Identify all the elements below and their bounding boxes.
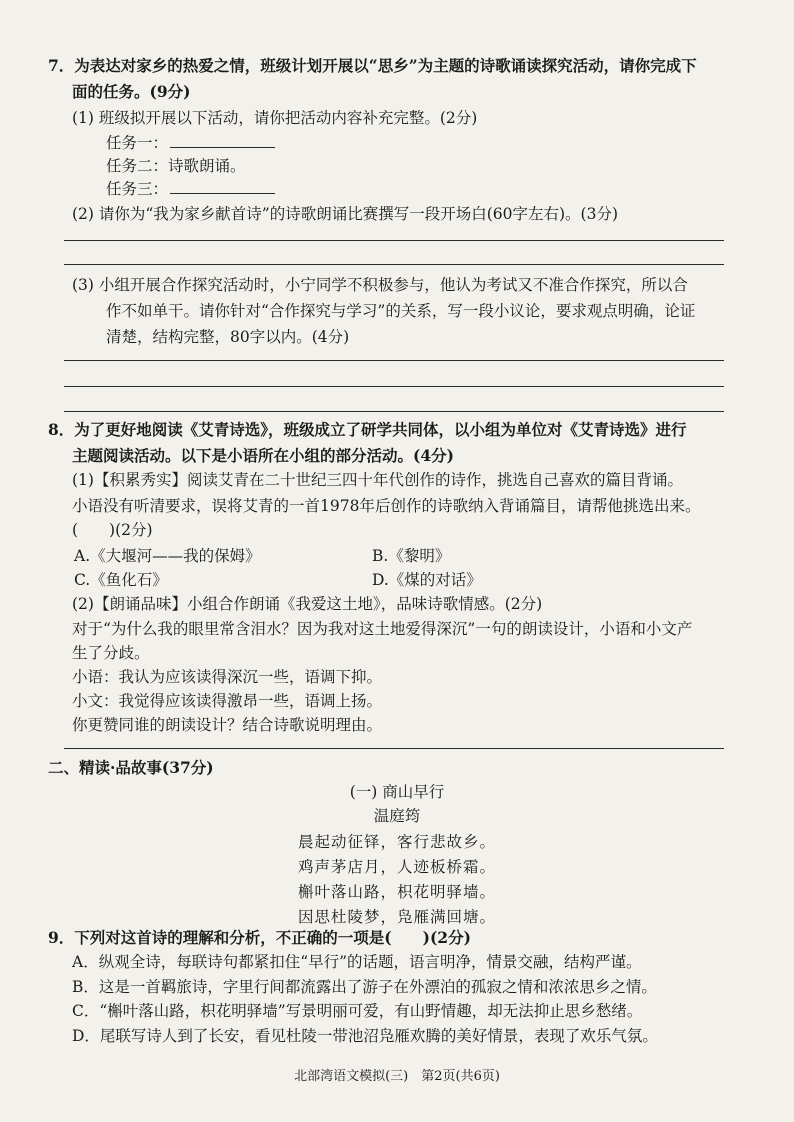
q8-sub1-line2: 小语没有听清要求，误将艾青的一首1978年后创作的诗歌纳入背诵篇目，请帮他挑选出来。	[72, 497, 701, 515]
section2-heading: 二、精读·品故事(37分)	[48, 758, 214, 777]
q8-option-b[interactable]: B.《黎明》	[372, 547, 451, 565]
q7-sub3-line2: 作不如单干。请你针对“合作探究与学习”的关系，写一段小议论，要求观点明确，论证	[106, 302, 696, 320]
q7-task2	[106, 156, 246, 176]
q8-sub2-line5: 小文：我觉得应该读得激昂一些，语调上扬。	[72, 692, 383, 710]
q9-option-a[interactable]: A．纵观全诗，每联诗句都紧扣住“早行”的话题，语言明净，情景交融，结构严谨。	[72, 953, 642, 971]
q7-sub2: (2) 请你为“我为家乡献首诗”的诗歌朗诵比赛撰写一段开场白(60字左右)。(3分)	[72, 205, 619, 223]
page-footer: 北部湾语文模拟(三) 第2页(共6页)	[294, 1069, 500, 1084]
q9-option-d[interactable]: D．尾联写诗人到了长安，看见杜陵一带池沼凫雁欢腾的美好情景，表现了欢乐气氛。	[72, 1027, 658, 1045]
q9-stem: 9．下列对这首诗的理解和分析，不正确的一项是( )(2分)	[48, 928, 471, 947]
poem-author: 温庭筠	[373, 807, 421, 825]
q8-sub2-line3: 生了分歧。	[72, 644, 150, 662]
q7-task1	[106, 133, 275, 153]
q8-option-d[interactable]: D.《煤的对话》	[372, 571, 482, 589]
poem-line: 因思杜陵梦，凫雁满回塘。	[297, 908, 496, 926]
task3-answer-blank[interactable]	[170, 179, 275, 194]
q9-option-b[interactable]: B．这是一首羁旅诗，字里行间都流露出了游子在外漂泊的孤寂之情和浓浓思乡之情。	[72, 978, 657, 996]
answer-line[interactable]	[64, 748, 724, 749]
poem-line: 槲叶落山路，枳花明驿墙。	[297, 883, 496, 901]
q8-sub2-line4: 小语：我认为应该读得深沉一些，语调下抑。	[72, 668, 383, 686]
answer-line[interactable]	[64, 264, 724, 265]
poem-heading: (一) 商山早行	[349, 783, 445, 801]
task2-value: 诗歌朗诵。	[168, 157, 246, 175]
q8-sub2-line1: (2)【朗诵品味】小组合作朗诵《我爱这土地》，品味诗歌情感。(2分)	[72, 595, 543, 613]
task1-label: 任务一：	[106, 134, 169, 152]
q8-option-a[interactable]: A.《大堰河——我的保姆》	[74, 547, 261, 565]
q9-option-c[interactable]: C．“槲叶落山路，枳花明驿墙”写景明丽可爱，有山野情趣，却无法抑止思乡愁绪。	[72, 1002, 643, 1020]
q7-stem-line1: 7．为表达对家乡的热爱之情，班级计划开展以“思乡”为主题的诗歌诵读探究活动，请你完成下	[48, 56, 697, 75]
answer-line[interactable]	[64, 411, 724, 412]
q8-option-c[interactable]: C.《鱼化石》	[74, 571, 168, 589]
q8-stem-line1: 8．为了更好地阅读《艾青诗选》，班级成立了研学共同体，以小组为单位对《艾青诗选》进行	[48, 420, 687, 439]
q7-task3	[106, 179, 275, 199]
q7-sub1: (1) 班级拟开展以下活动，请你把活动内容补充完整。(2分)	[72, 109, 478, 127]
q8-sub1-line1: (1)【积累秀实】阅读艾青在二十世纪三四十年代创作的诗作，挑选自己喜欢的篇目背诵。	[72, 471, 683, 489]
answer-line[interactable]	[64, 386, 724, 387]
q7-stem-line2: 面的任务。(9分)	[72, 82, 191, 101]
answer-line[interactable]	[64, 360, 724, 361]
q8-sub2-line2: 对于“为什么我的眼里常含泪水？因为我对这土地爱得深沉”一句的朗读设计，小语和小文产	[72, 620, 693, 638]
task3-label: 任务三：	[106, 180, 169, 198]
poem-line: 鸡声茅店月，人迹板桥霜。	[297, 858, 496, 876]
answer-line[interactable]	[64, 240, 724, 241]
q8-sub1-answer[interactable]: ( )(2分)	[72, 521, 153, 539]
q8-stem-line2: 主题阅读活动。以下是小语所在小组的部分活动。(4分)	[72, 446, 454, 465]
q7-sub3-line1: (3) 小组开展合作探究活动时，小宁同学不积极参与，他认为考试又不准合作探究，所以合	[72, 276, 688, 294]
poem-line: 晨起动征铎，客行悲故乡。	[297, 833, 496, 851]
q8-sub2-line6: 你更赞同谁的朗读设计？结合诗歌说明理由。	[72, 716, 383, 734]
task2-label: 任务二：	[106, 157, 169, 175]
q7-sub3-line3: 清楚，结构完整，80字以内。(4分)	[106, 328, 350, 346]
task1-answer-blank[interactable]	[170, 133, 275, 148]
